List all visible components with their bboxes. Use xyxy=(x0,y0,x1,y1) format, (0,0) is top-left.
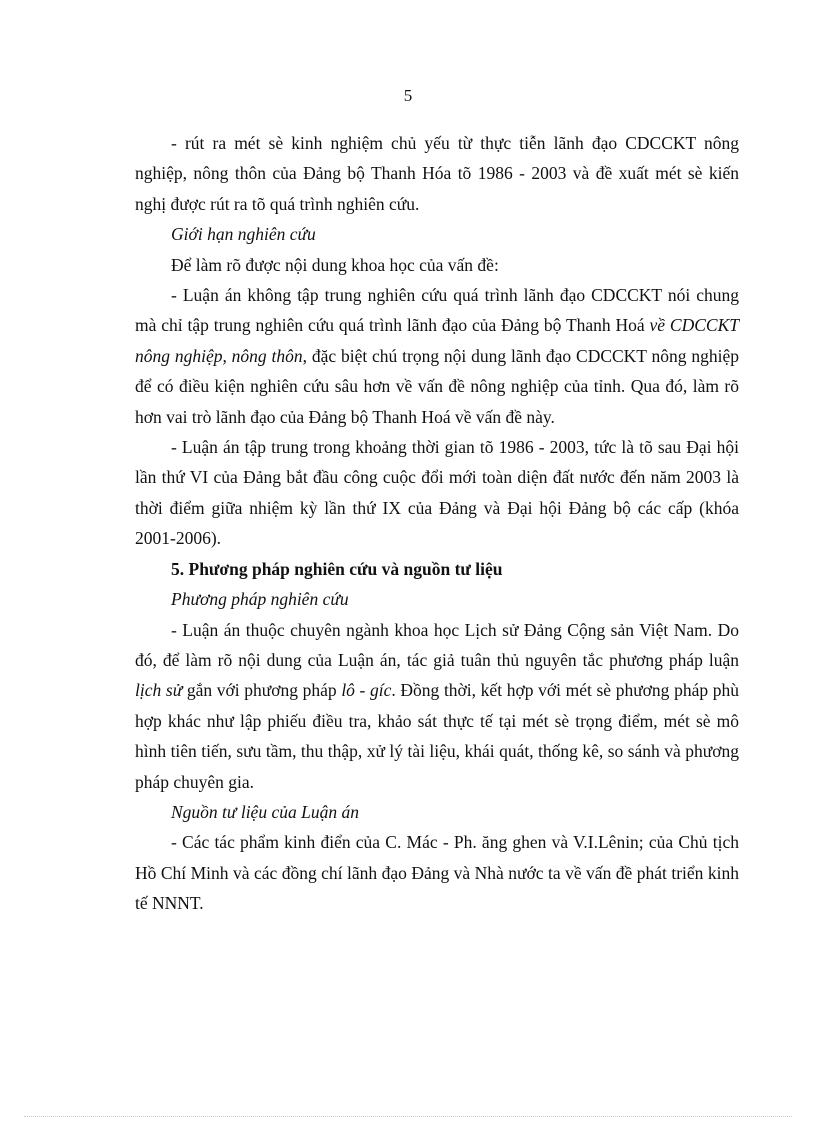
italic-phrase: về CDCCKT nông nghiệp, nông thôn xyxy=(135,315,739,366)
text-run: - Luận án không tập trung nghiên cứu quá trình lãnh đạo CDCCKT nói chung mà chỉ tập trung nghiên cứu quá trình lãnh đạo của Đảng bộ Thanh Hoá xyxy=(135,285,739,336)
paragraph-scope-intro: Để làm rõ được nội dung khoa học của vấn đề: xyxy=(171,254,499,275)
subheading-research-scope: Giới hạn nghiên cứu xyxy=(171,224,316,245)
paragraph-sources: - Các tác phẩm kinh điển của C. Mác - Ph. ăng ghen và V.I.Lênin; của Chủ tịch Hồ Chí Minh và các đồng chí lãnh đạo Đảng và Nhà nước ta về vấn đề phát triển kinh tế NNNT. xyxy=(135,832,739,914)
paragraph-scope-content xyxy=(135,280,739,432)
section-heading-methods-sources: 5. Phương pháp nghiên cứu và nguồn tư liệu xyxy=(171,558,503,579)
paragraph-methods xyxy=(135,615,739,797)
italic-phrase: lịch sử xyxy=(135,680,183,701)
subheading-sources: Nguồn tư liệu của Luận án xyxy=(171,801,359,822)
text-run: . Đồng thời, kết hợp với mét sè phương pháp phù hợp khác như lập phiếu điều tra, khảo sát thực tế tại mét sè trọng điểm, mét sè mô hình tiên tiến, sưu tầm, thu thập, xử lý tài liệu, khái quát, thống kê, so sánh và phương pháp chuyên gia. xyxy=(135,680,739,792)
paragraph-scope-time: - Luận án tập trung trong khoảng thời gian tõ 1986 - 2003, tức là tõ sau Đại hội lần thứ VI của Đảng bắt đầu công cuộc đổi mới toàn diện đất nước đến năm 2003 là thời điểm giữa nhiệm kỳ lần thứ IX của Đảng và Đại hội Đảng bộ các cấp (khóa 2001-2006). xyxy=(135,437,739,549)
text-run: , đặc biệt chú trọng nội dung lãnh đạo CDCCKT nông nghiệp để có điều kiện nghiên cứu sâu hơn về vấn đề nông nghiệp của tỉnh. Qua đó, làm rõ hơn vai trò lãnh đạo của Đảng bộ Thanh Hoá về vấn đề này. xyxy=(135,345,739,427)
italic-phrase: lô - gíc xyxy=(341,680,392,701)
page-bottom-divider xyxy=(24,1116,792,1117)
text-run: gắn với phương pháp xyxy=(182,680,342,701)
page-number: 5 xyxy=(403,86,413,105)
text-run: - Luận án thuộc chuyên ngành khoa học Lịch sử Đảng Cộng sản Việt Nam. Do đó, để làm rõ nội dung của Luận án, tác giả tuân thủ nguyên tắc phương pháp luận xyxy=(135,619,739,670)
subheading-methods: Phương pháp nghiên cứu xyxy=(171,589,349,610)
paragraph-conclusions: - rút ra mét sè kinh nghiệm chủ yếu từ thực tiễn lãnh đạo CDCCKT nông nghiệp, nông thôn của Đảng bộ Thanh Hóa tõ 1986 - 2003 và đề xuất mét sè kiến nghị được rút ra tõ quá trình nghiên cứu. xyxy=(135,133,739,214)
body-text xyxy=(135,128,739,919)
